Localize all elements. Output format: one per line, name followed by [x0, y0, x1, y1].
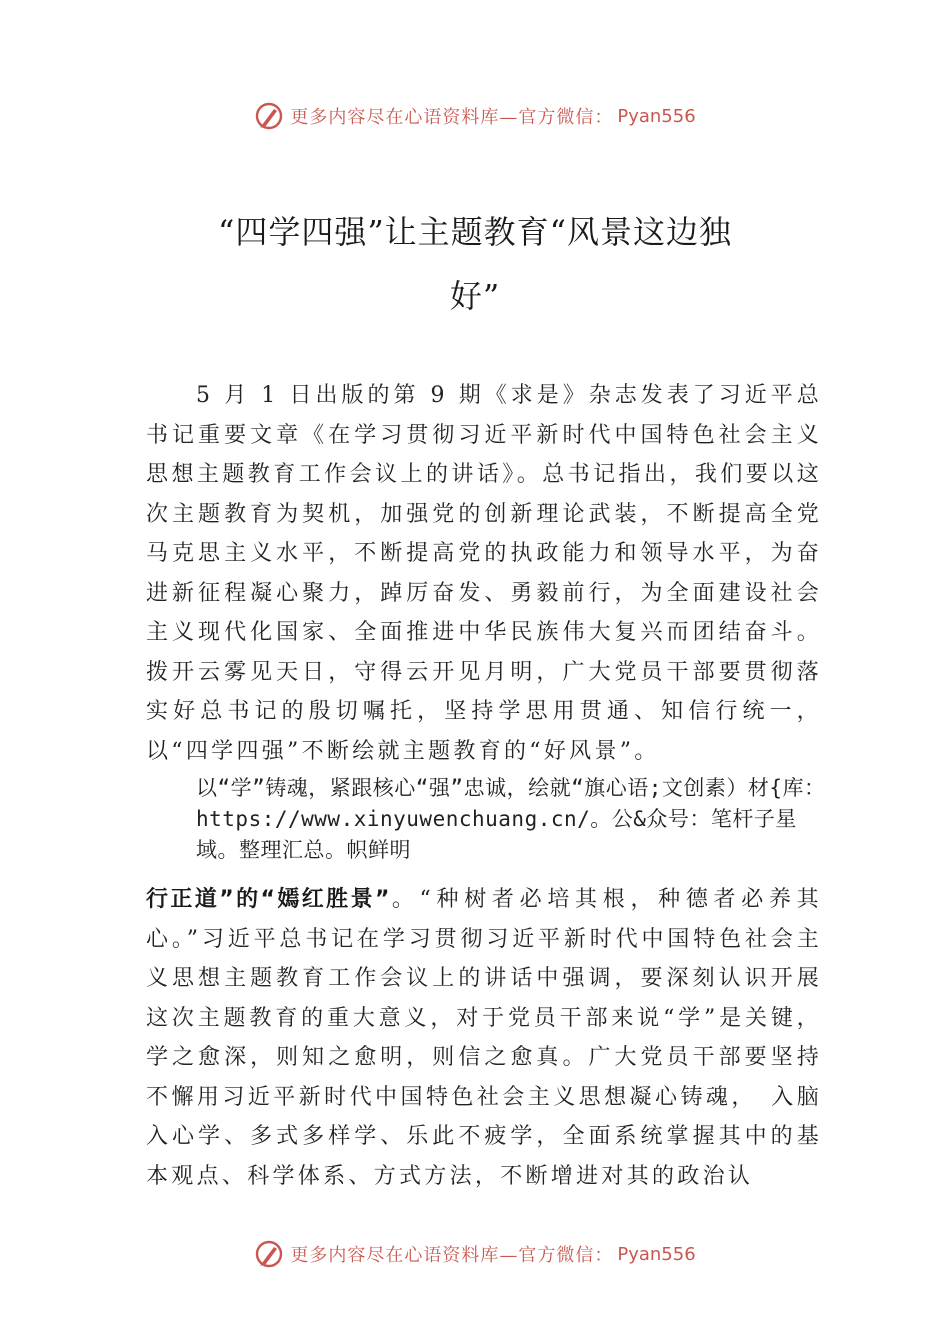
- header-banner-text: 更多内容尽在心语资料库—官方微信：: [290, 107, 614, 128]
- paragraph-study-lead: 行正道”的“嫣红胜景”: [146, 887, 390, 912]
- title-line-2: 好”: [449, 277, 501, 315]
- footer-wechat-handle: Pyan556: [617, 1243, 696, 1265]
- footer-banner: [0, 1234, 950, 1274]
- document-title: [150, 200, 800, 328]
- paragraph-intro: 5 月 1 日出版的第 9 期《求是》杂志发表了习近平总书记重要文章《在学习贯彻习近平新时代中国特色社会主义思想主题教育工作会议上的讲话》。总书记指出，我们要以这次主题教育为契机，加强党的创新理论武装，不断提高全党马克思主义水平，不断提高党的执政能力和领导水平，为奋进新征程凝心聚力，踔厉奋发、勇毅前行，为全面建设社会主义现代化国家、全面推进中华民族伟大复兴而团结奋斗。拨开云雾见天日，守得云开见月明，广大党员干部要贯彻落实好总书记的殷切嘱托，坚持学思用贯通、知信行统一，以“四学四强”不断绘就主题教育的“好风景”。: [146, 383, 822, 764]
- paragraph-watermark-insert: 以“学”铸魂，紧跟核心“强”忠诚，绘就“旗心语;文创素）材{库：https://www.xinyuwenchuang.cn/。公&众号：笔杆子星域。整理汇总。帜鲜明: [196, 776, 826, 862]
- pen-logo-icon: [254, 101, 284, 131]
- header-wechat-handle: Pyan556: [617, 105, 696, 127]
- pen-logo-icon: [254, 1239, 284, 1269]
- paragraph-study-text: 。“种树者必培其根，种德者必养其心。”习近平总书记在学习贯彻习近平新时代中国特色社会主义思想主题教育工作会议上的讲话中强调，要深刻认识开展这次主题教育的重大意义，对于党员干部来说“学”是关键，学之愈深，则知之愈明，则信之愈真。广大党员干部要坚持不懈用习近平新时代中国特色社会主义思想凝心铸魂， 入脑入心学、多式多样学、乐此不疲学，全面系统掌握其中的基本观点、科学体系、方式方法，不断增进对其的政治认: [146, 887, 822, 1189]
- paragraph-study: [146, 880, 822, 1196]
- title-line-1: “四学四强”让主题教育“风景这边独: [217, 213, 733, 251]
- footer-banner-text: 更多内容尽在心语资料库—官方微信：: [290, 1245, 614, 1266]
- header-banner: [0, 96, 950, 136]
